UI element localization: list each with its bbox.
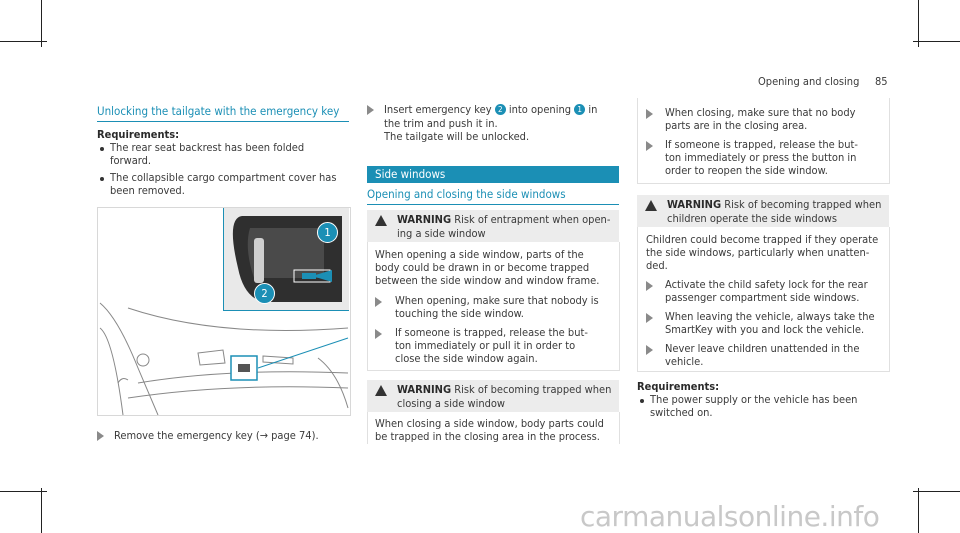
step-insert-key <box>384 103 597 117</box>
warning-label: WARNING <box>397 383 452 396</box>
warning-title-text: closing a side window <box>397 397 506 410</box>
warning-body-line: Children could become trapped if they operate <box>646 233 879 246</box>
warning-step-line: ton immediately or press the button in <box>665 151 857 164</box>
warning-body-line: body could be drawn in or become trapped <box>375 261 590 274</box>
subheading-side-windows: Opening and closing the side windows <box>367 187 566 201</box>
warning-step-line: touching the side window. <box>395 307 524 320</box>
warning-body-line: be trapped in the closing area in the process. <box>375 430 600 443</box>
requirements-label: Requirements: <box>637 380 720 393</box>
warning-body-line: When closing a side window, body parts could <box>375 417 604 430</box>
warning-title-text: Risk of becoming trapped when <box>724 198 882 211</box>
warning-step-line: If someone is trapped, release the but- <box>395 326 588 339</box>
warning-icon <box>645 200 657 211</box>
warning-step-line: If someone is trapped, release the but- <box>665 138 858 151</box>
warning-body-line: When opening a side window, parts of the <box>375 248 584 261</box>
warning-label: WARNING <box>667 198 722 211</box>
section-bar-side-windows <box>367 166 619 183</box>
warning-step-line: Activate the child safety lock for the rear <box>665 278 868 291</box>
step-result: The tailgate will be unlocked. <box>384 130 530 143</box>
warning-step-line: vehicle. <box>665 355 704 368</box>
warning-title <box>397 213 610 227</box>
warning-step-line: When opening, make sure that nobody is <box>395 294 599 307</box>
warning-title-text: Risk of entrapment when open- <box>454 213 611 226</box>
warning-title-text: Risk of becoming trapped when <box>454 383 612 396</box>
warning-title <box>667 198 881 212</box>
requirement-text: switched on. <box>650 406 713 419</box>
requirements-label: Requirements: <box>97 128 180 141</box>
step-remove-key: Remove the emergency key (→ page 74). <box>114 429 319 442</box>
warning-body-line: ded. <box>646 259 668 272</box>
warning-title <box>397 383 611 397</box>
running-header: Opening and closing <box>758 75 860 88</box>
requirement-text: The collapsible cargo compartment cover has <box>110 171 337 184</box>
warning-label: WARNING <box>397 213 452 226</box>
section-bar-title: Side windows <box>375 167 446 181</box>
step-text: the trim and push it in. <box>384 117 498 130</box>
section-heading-tailgate: Unlocking the tailgate with the emergency key <box>97 104 340 118</box>
warning-step-line: When leaving the vehicle, always take the <box>665 310 875 323</box>
warning-step-line: order to reopen the side window. <box>665 164 828 177</box>
callout-2: 2 <box>254 283 275 304</box>
warning-step-line: close the side window again. <box>395 352 538 365</box>
warning-body-line: the side windows, particularly when unatten- <box>646 246 870 259</box>
warning-icon <box>375 385 387 396</box>
warning-title-text: children operate the side windows <box>667 212 838 225</box>
warning-step-line: parts are in the closing area. <box>665 119 808 132</box>
warning-step-line: ton immediately or pull it in order to <box>395 339 576 352</box>
badge-2: 2 <box>495 104 506 115</box>
step-text: Insert emergency key <box>384 103 492 116</box>
page-number: 85 <box>875 75 888 88</box>
requirement-text: The rear seat backrest has been folded <box>110 141 305 154</box>
warning-icon <box>375 215 387 226</box>
warning-step-line: When closing, make sure that no body <box>665 106 856 119</box>
requirement-text: been removed. <box>110 184 185 197</box>
watermark: carmanualsonline.info <box>580 500 880 533</box>
warning-step-line: passenger compartment side windows. <box>665 291 860 304</box>
requirement-text: forward. <box>110 154 152 167</box>
badge-1: 1 <box>574 104 585 115</box>
warning-body-line: between the side window and window frame. <box>375 274 600 287</box>
callout-1: 1 <box>317 222 338 243</box>
step-text: in <box>588 103 598 116</box>
warning-step-line: SmartKey with you and lock the vehicle. <box>665 323 865 336</box>
warning-title-text: ing a side window <box>397 227 486 240</box>
requirement-text: The power supply or the vehicle has been <box>650 393 858 406</box>
step-text: into opening <box>508 103 572 116</box>
warning-step-line: Never leave children unattended in the <box>665 342 860 355</box>
